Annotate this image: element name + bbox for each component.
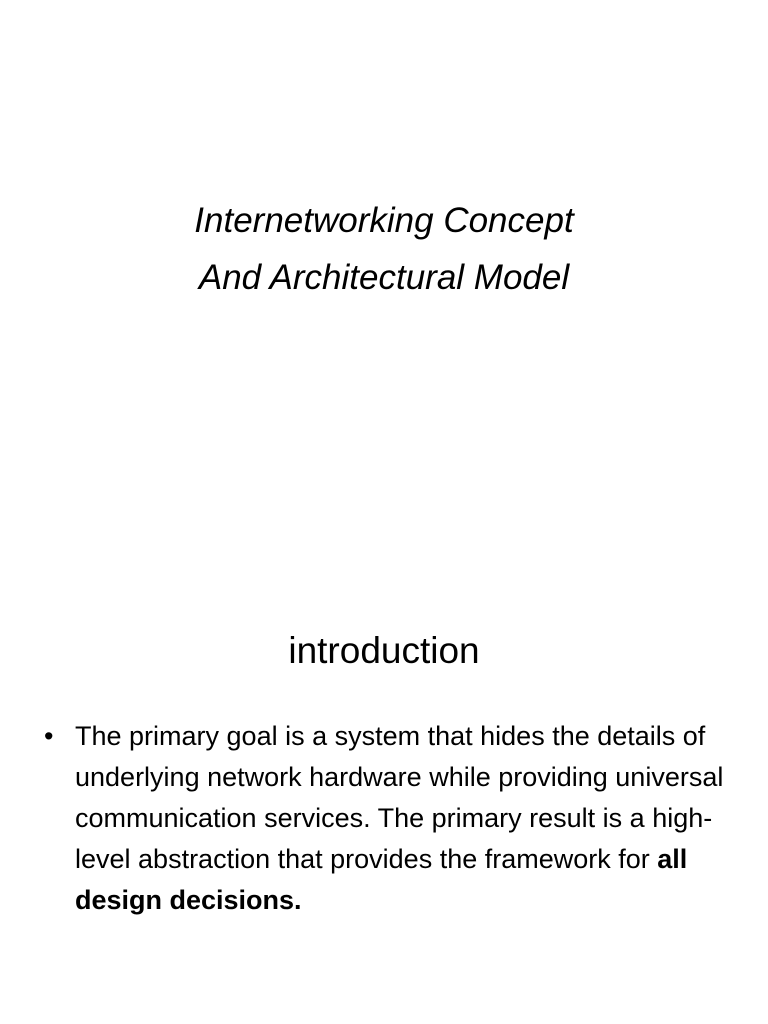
slide-title-line-1: Internetworking Concept [194,201,574,240]
bullet-emphasis-text: all design decisions. [75,844,688,915]
bullet-dot-icon: • [44,721,54,751]
slide-title [0,192,768,306]
bullet-list [44,716,724,921]
bullet-text [75,721,723,915]
section-heading: introduction [288,630,480,671]
bullet-item [44,716,724,921]
bullet-body-text: The primary goal is a system that hides the details of underlying network hardware while providing universal communication services. The primary result is a high-level abstraction that provides the framework for [75,721,724,874]
slide-title-line-2: And Architectural Model [198,258,570,297]
